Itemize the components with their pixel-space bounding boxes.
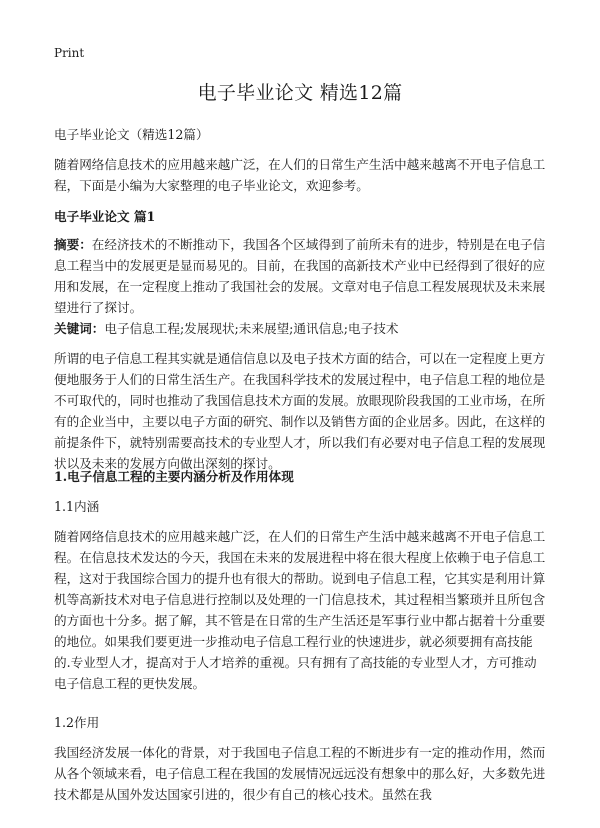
abstract-label: 摘要：: [54, 237, 92, 252]
body-paragraph-3: 我国经济发展一体化的背景，对于我国电子信息工程的不断进步有一定的推动作用，然而从各个领域来看，电子信息工程在我国的发展情况远远没有想象中的那么好，大多数先进技术都是从国外发达国家引进的，很少有自己的核心技术。虽然在我: [54, 745, 546, 802]
section-heading-1: 电子毕业论文 篇1: [54, 209, 156, 224]
keywords-text: 电子信息工程;发展现状;未来展望;通讯信息;电子技术: [104, 321, 399, 336]
body-paragraph-1: 所谓的电子信息工程其实就是通信信息以及电子技术方面的结合，可以在一定程度上更方便地服务于人们的日常生活生产。在我国科学技术的发展过程中，电子信息工程的地位是不可取代的，同时也推动了我国信息技术方面的发展。放眼现阶段我国的工业市场，在所有的企业当中，主要以电子方面的研究、制作以及销售方面的企业居多。因此，在这样的前提条件下，就特别需要高技术的专业型人才，所以我们有必要对电子信息工程的发展现状以及未来的发展方向做出深刻的探讨。: [54, 351, 546, 471]
abstract-paragraph: [54, 234, 548, 318]
section-heading-1-main: 1.电子信息工程的主要内涵分析及作用体现: [54, 469, 294, 484]
keywords-label: 关键词：: [54, 321, 105, 336]
subsection-heading-1-1: 1.1内涵: [54, 499, 100, 514]
body-paragraph-2: 随着网络信息技术的应用越来越广泛，在人们的日常生产生活中越来越离不开电子信息工程。在信息技术发达的今天，我国在未来的发展进程中将在很大程度上依赖于电子信息工程，这对于我国综合国力的提升也有很大的帮助。说到电子信息工程，它其实是利用计算机等高新技术对电子信息进行控制以及处理的一门信息技术，其过程相当繁琐并且所包含的方面也十分多。据了解，其不管是在日常的生产生活还是军事行业中都占据着十分重要的地位。如果我们要更进一步推动电子信息工程行业的快速进步，就必须要拥有高技能的.专业型人才，提高对于人才培养的重视。只有拥有了高技能的专业型人才，方可推动电子信息工程的更快发展。: [54, 529, 546, 691]
keywords-paragraph: [54, 318, 548, 339]
document-title: 电子毕业论文 精选12篇: [197, 82, 403, 104]
document-subtitle: 电子毕业论文（精选12篇）: [54, 127, 209, 142]
subsection-heading-1-2: 1.2作用: [54, 715, 100, 730]
intro-paragraph: 随着网络信息技术的应用越来越广泛，在人们的日常生产生活中越来越离不开电子信息工程，下面是小编为大家整理的电子毕业论文，欢迎参考。: [54, 157, 546, 193]
abstract-text: 在经济技术的不断推动下，我国各个区域得到了前所未有的进步，特别是在电子信息工程当中的发展更是显而易见的。目前，在我国的高新技术产业中已经得到了很好的应用和发展，在一定程度上推动了我国社会的发展。文章对电子信息工程发展现状及未来展望进行了探讨。: [54, 237, 546, 315]
print-link[interactable]: Print: [54, 46, 85, 60]
